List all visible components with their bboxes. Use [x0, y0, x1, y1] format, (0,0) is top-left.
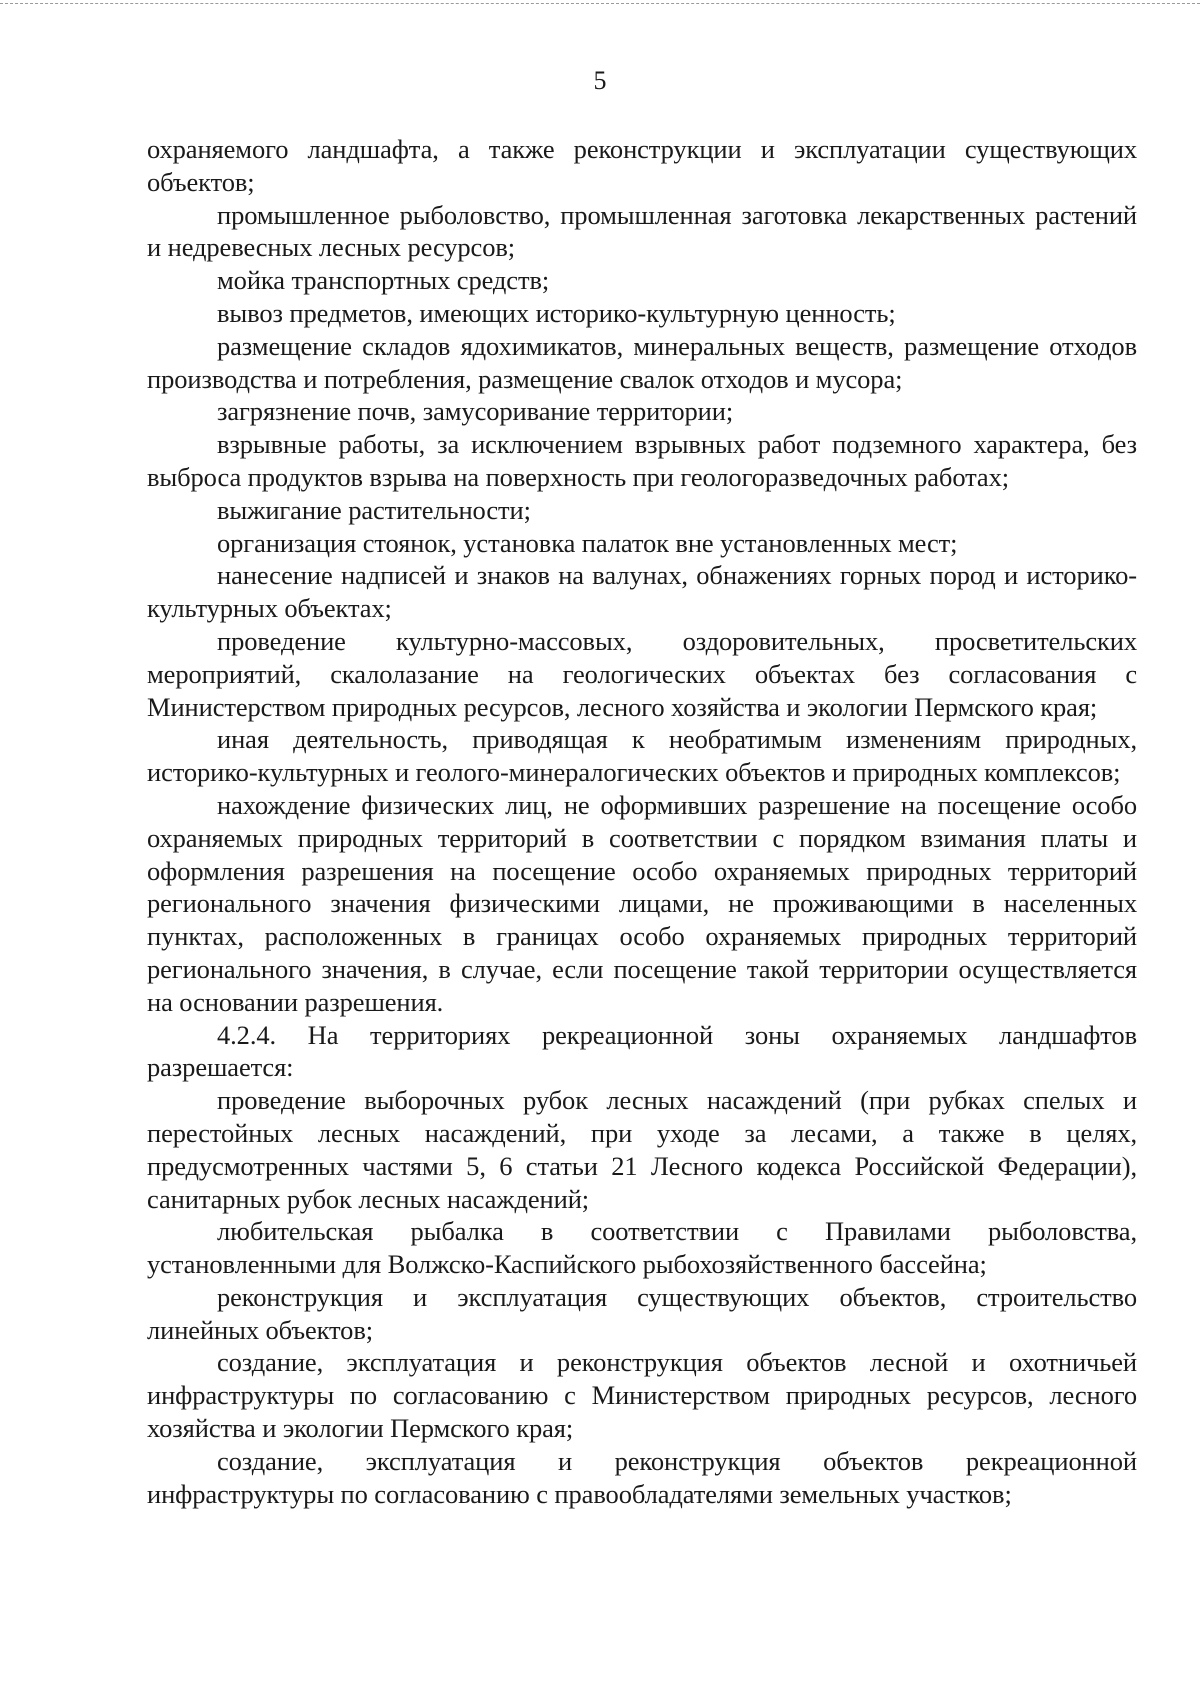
paragraph: иная деятельность, приводящая к необратимым изменениям природных, историко-культурных и геолого-минералогических объектов и природных комплексов; [147, 724, 1137, 788]
paragraph: взрывные работы, за исключением взрывных работ подземного характера, без выброса продуктов взрыва на поверхность при геологоразведочных работах; [147, 429, 1137, 492]
paragraph: проведение выборочных рубок лесных насаждений (при рубках спелых и перестойных лесных насаждений, при уходе за лесами, а также в целях, предусмотренных частями 5, 6 статьи 21 Лесного кодекса Российской Федерации), санитарных рубок лесных насаждений; [147, 1085, 1137, 1214]
paragraph: создание, эксплуатация и реконструкция объектов лесной и охотничьей инфраструктуры по согласованию с Министерством природных ресурсов, лесного хозяйства и экологии Пермского края; [147, 1347, 1137, 1444]
paragraph: организация стоянок, установка палаток вне установленных мест; [217, 527, 958, 558]
paragraph: вывоз предметов, имеющих историко-культурную ценность; [217, 297, 896, 328]
paragraph: мойка транспортных средств; [217, 265, 550, 296]
paragraph: реконструкция и эксплуатация существующих объектов, строительство линейных объектов; [147, 1281, 1137, 1345]
paragraph: создание, эксплуатация и реконструкция объектов рекреационной инфраструктуры по согласованию с правообладателями земельных участков; [147, 1445, 1137, 1509]
section-heading-paragraph: 4.2.4. На территориях рекреационной зоны охраняемых ландшафтов разрешается: [147, 1019, 1137, 1083]
paragraph: загрязнение почв, замусоривание территории; [217, 396, 734, 427]
paragraph: нахождение физических лиц, не оформивших разрешение на посещение особо охраняемых природных территорий в соответствии с порядком взимания платы и оформления разрешения на посещение особо охраняемых природных территорий регионального значения физическими лицами, не проживающими в населенных пунктах, расположенных в границах особо охраняемых природных территорий регионального значения, в случае, если посещение такой территории осуществляется на основании разрешения. [147, 789, 1137, 1017]
paragraph: размещение складов ядохимикатов, минеральных веществ, размещение отходов производства и потребления, размещение свалок отходов и мусора; [147, 330, 1137, 394]
paragraph: выжигание растительности; [217, 494, 531, 525]
paragraph: любительская рыбалка в соответствии с Правилами рыболовства, установленными для Волжско-Каспийского рыбохозяйственного бассейна; [147, 1216, 1137, 1280]
paragraph: нанесение надписей и знаков на валунах, обнажениях горных пород и историко-культурных объектах; [147, 560, 1137, 624]
paragraph: промышленное рыболовство, промышленная заготовка лекарственных растений и недревесных лесных ресурсов; [147, 199, 1137, 263]
page-number: 5 [593, 66, 607, 95]
scan-top-edge [0, 3, 1200, 4]
paragraph: охраняемого ландшафта, а также реконструкции и эксплуатации существующих объектов; [147, 134, 1137, 197]
document-body [147, 133, 1137, 1510]
paragraph: проведение культурно-массовых, оздоровительных, просветительских мероприятий, скалолазание на геологических объектах без согласования с Министерством природных ресурсов, лесного хозяйства и экологии Пермского края; [147, 625, 1137, 722]
